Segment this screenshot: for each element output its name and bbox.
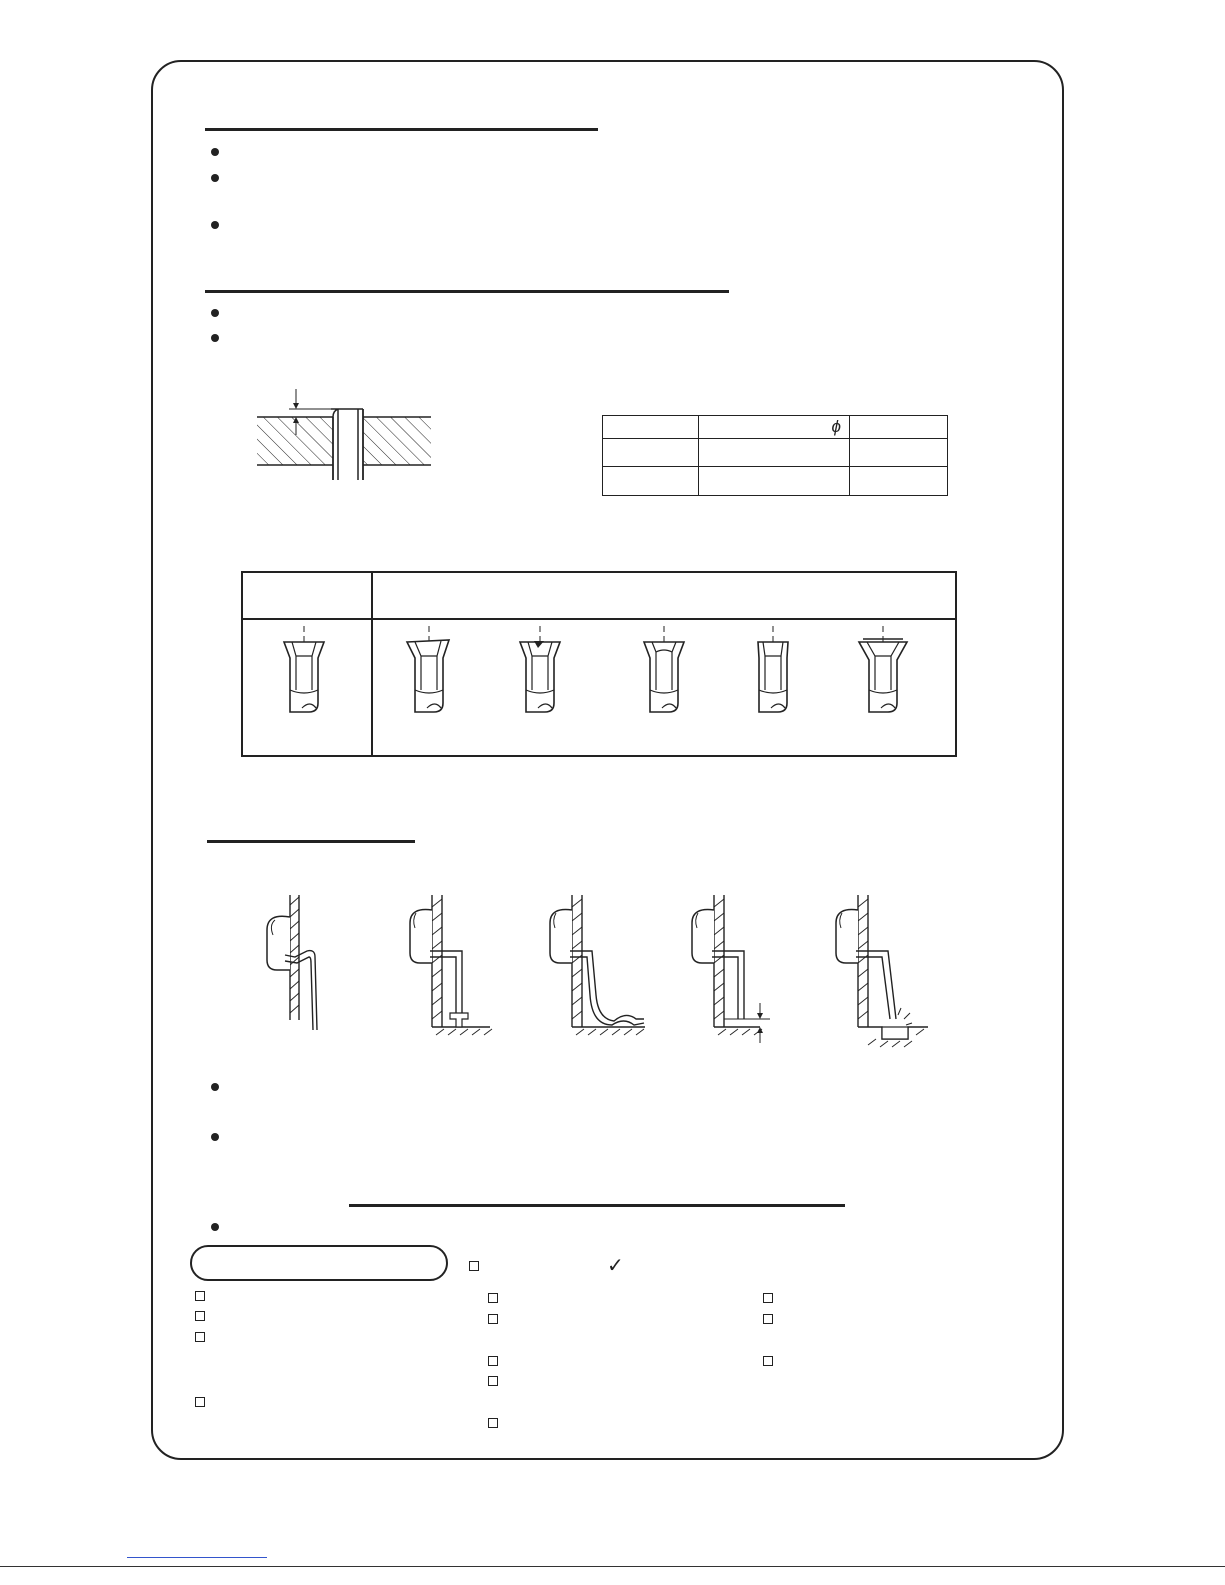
checklist-right-a-checkbox-4[interactable] (488, 1376, 498, 1386)
drain-figure-5 (822, 895, 932, 1050)
drain-figure-4 (682, 895, 782, 1045)
drain-figure-1 (255, 895, 345, 1045)
section-4-heading-underline (349, 1204, 845, 1207)
flare-correct-icon (284, 626, 324, 714)
table-row (603, 467, 948, 496)
table-cell (850, 439, 948, 467)
checklist-left-checkbox-3[interactable] (195, 1332, 205, 1342)
section-2-heading-underline (205, 290, 729, 293)
footer-rule (0, 1566, 1225, 1567)
checklist-right-b-checkbox-3[interactable] (763, 1356, 773, 1366)
checklist-left-checkbox-2[interactable] (195, 1311, 205, 1321)
flare-shapes (243, 573, 959, 759)
table-cell (699, 439, 850, 467)
checklist-right-a-checkbox-5[interactable] (488, 1418, 498, 1428)
flare-incorrect-icon-4 (758, 626, 788, 714)
section-2-bullet-2 (211, 334, 219, 342)
checklist-left-checkbox-1[interactable] (195, 1291, 205, 1301)
section-3-bullet-1 (211, 1083, 219, 1091)
table-row (603, 416, 948, 439)
flare-incorrect-icon-2 (520, 626, 560, 714)
flare-incorrect-icon-3 (644, 626, 684, 714)
checklist-right-b-checkbox-2[interactable] (763, 1314, 773, 1324)
flare-incorrect-icon-5 (859, 626, 907, 714)
section-3-heading-underline (207, 840, 415, 843)
footer-link-underline[interactable] (127, 1557, 267, 1558)
drain-figure-3 (540, 895, 650, 1045)
table-row (603, 439, 948, 467)
flare-incorrect-icon-1 (407, 626, 449, 714)
pipe-flare-diagram (245, 385, 440, 480)
section-1-bullet-3 (211, 221, 219, 229)
checklist-right-a-checkbox-3[interactable] (488, 1356, 498, 1366)
table-cell (850, 416, 948, 439)
section-2-bullet-1 (211, 309, 219, 317)
checklist-header-checkbox[interactable] (469, 1261, 479, 1271)
checkmark-icon: ✓ (607, 1255, 624, 1277)
table-cell (850, 467, 948, 496)
table-cell (603, 416, 699, 439)
checklist-left-checkbox-4[interactable] (195, 1397, 205, 1407)
table-cell (603, 439, 699, 467)
section-1-heading-underline (205, 128, 598, 131)
drain-figure-2 (400, 895, 495, 1045)
section-4-bullet-1 (211, 1223, 219, 1231)
flare-comparison-table (241, 571, 957, 757)
phi-symbol: ϕ (699, 416, 850, 439)
section-3-bullet-2 (211, 1133, 219, 1141)
pipe-size-table (602, 415, 948, 496)
section-1-bullet-1 (211, 148, 219, 156)
checklist-right-a-checkbox-1[interactable] (488, 1293, 498, 1303)
table-cell (699, 467, 850, 496)
checklist-right-b-checkbox-1[interactable] (763, 1293, 773, 1303)
checklist-title-box (190, 1245, 448, 1281)
checklist-right-a-checkbox-2[interactable] (488, 1314, 498, 1324)
table-cell (603, 467, 699, 496)
section-1-bullet-2 (211, 174, 219, 182)
